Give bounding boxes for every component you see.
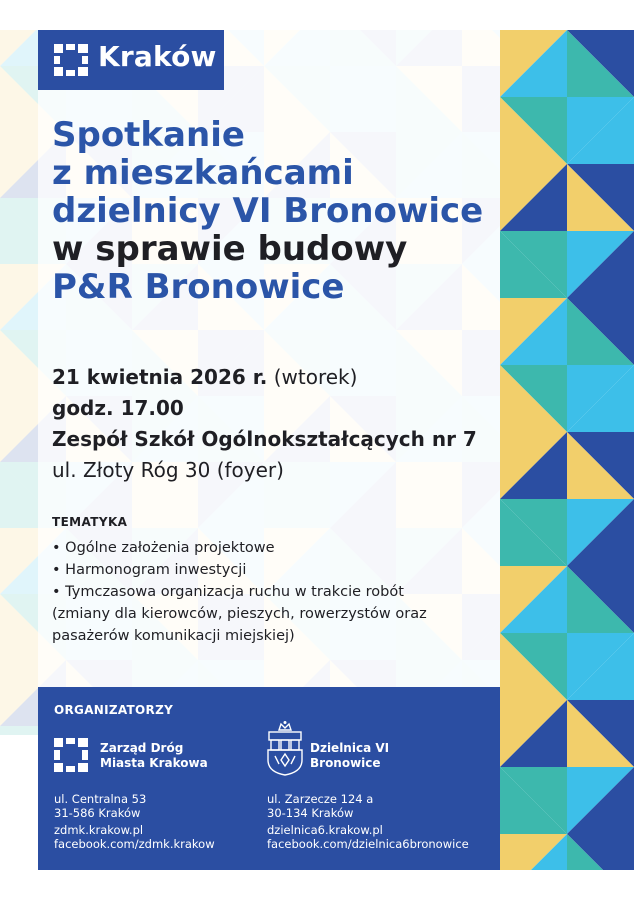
zdmk-address	[54, 792, 146, 820]
district-contact	[267, 823, 469, 851]
district-street: ul. Zarzecze 124 a	[267, 792, 374, 806]
zdmk-name	[100, 741, 208, 771]
topic-line: (zmiany dla kierowców, pieszych, rowerzystów oraz	[52, 606, 427, 622]
event-date-bold: 21 kwietnia 2026 r.	[52, 365, 268, 389]
district-website-link[interactable]: dzielnica6.krakow.pl	[267, 823, 383, 837]
zdmk-name-line-1: Zarząd Dróg	[100, 741, 184, 755]
zdmk-street: ul. Centralna 53	[54, 792, 147, 806]
page-title	[52, 116, 483, 306]
district-address	[267, 792, 373, 820]
event-day: (wtorek)	[267, 365, 358, 389]
title-line-1: Spotkanie	[52, 115, 245, 155]
organizers-panel	[38, 687, 500, 870]
topic-line: pasażerów komunikacji miejskiej)	[52, 628, 295, 644]
district-facebook-link[interactable]: facebook.com/dzielnica6bronowice	[267, 837, 469, 851]
topic-line: • Ogólne założenia projektowe	[52, 540, 275, 556]
district-coat-of-arms-icon	[266, 720, 304, 776]
district-name	[310, 741, 389, 771]
zdmk-website-link[interactable]: zdmk.krakow.pl	[54, 823, 144, 837]
event-time: godz. 17.00	[52, 396, 184, 420]
krakow-logo-icon	[54, 44, 88, 76]
zdmk-facebook-link[interactable]: facebook.com/zdmk.krakow	[54, 837, 215, 851]
event-address: ul. Złoty Róg 30 (foyer)	[52, 458, 284, 482]
zdmk-logo-icon	[54, 738, 88, 772]
event-details	[52, 362, 477, 486]
zdmk-name-line-2: Miasta Krakowa	[100, 756, 208, 770]
title-line-3: dzielnicy VI Bronowice	[52, 191, 484, 231]
topics-list	[52, 537, 427, 647]
topic-line: • Tymczasowa organizacja ruchu w trakcie robót	[52, 584, 404, 600]
district-postcode: 30-134 Kraków	[267, 806, 354, 820]
organizers-heading: ORGANIZATORZY	[54, 703, 174, 717]
district-name-line-1: Dzielnica VI	[310, 741, 390, 755]
brand-name: Kraków	[98, 40, 217, 73]
topics-section	[52, 515, 427, 647]
event-date	[52, 362, 477, 393]
krakow-brand-bar	[38, 30, 224, 90]
title-line-5: P&R Bronowice	[52, 267, 345, 307]
zdmk-contact	[54, 823, 215, 851]
district-name-line-2: Bronowice	[310, 756, 381, 770]
zdmk-postcode: 31-586 Kraków	[54, 806, 141, 820]
title-line-4: w sprawie budowy	[52, 229, 408, 269]
title-line-2: z mieszkańcami	[52, 153, 354, 193]
topics-heading: TEMATYKA	[52, 515, 128, 529]
topic-line: • Harmonogram inwestycji	[52, 562, 247, 578]
event-venue: Zespół Szkół Ogólnokształcących nr 7	[52, 427, 477, 451]
